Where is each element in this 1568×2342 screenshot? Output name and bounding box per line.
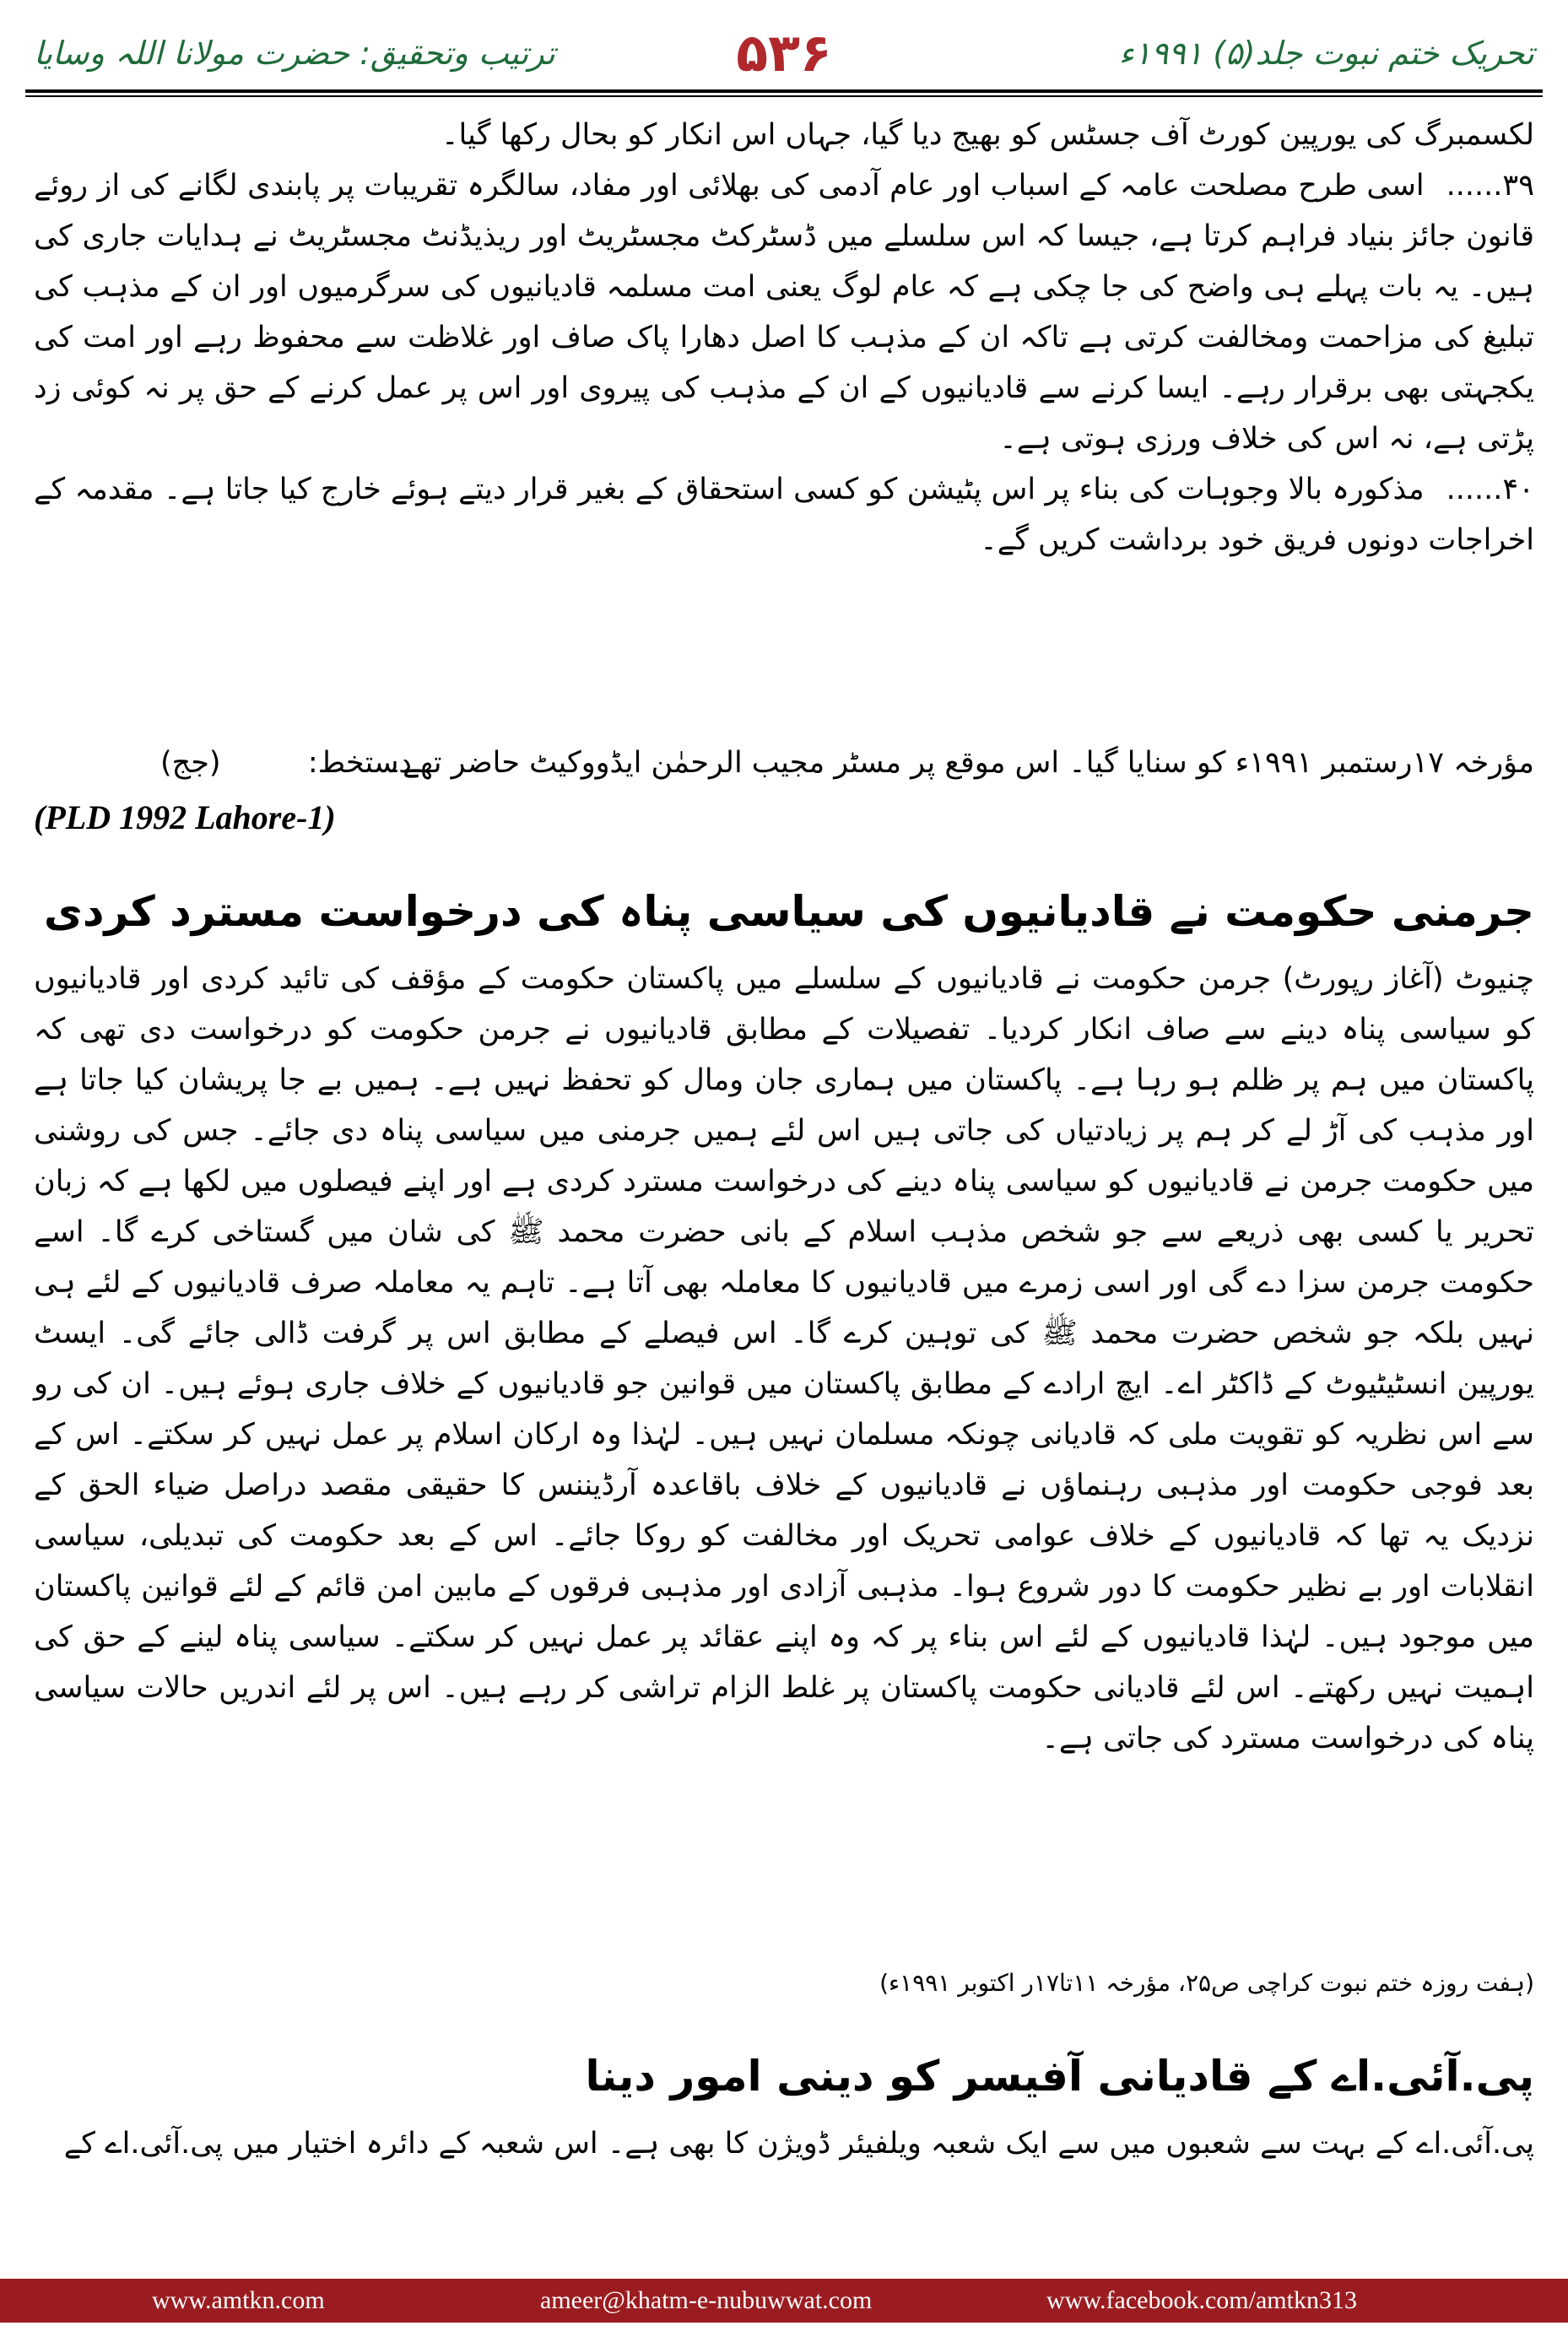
- signature-row: [34, 739, 1534, 787]
- article-1-heading: جرمنی حکومت نے قادیانیوں کی سیاسی پناہ کی درخواست مسترد کردی: [44, 887, 1534, 936]
- footer-email-link[interactable]: ameer@khatm-e-nubuwwat.com: [540, 2286, 873, 2314]
- judgment-text: [34, 110, 1534, 565]
- paragraph-40-text: مذکورہ بالا وجوہات کی بناء پر اس پٹیشن کو کسی استحقاق کے بغیر قرار دیتے ہوئے خارج کیا جاتا ہے۔ مقدمہ کے اخراجات دونوں فریق خود برداشت کریں گے۔: [34, 473, 1534, 557]
- judgment-lead-paragraph: لکسمبرگ کی یورپین کورٹ آف جسٹس کو بھیج دیا گیا، جہاں اس انکار کو بحال رکھا گیا۔: [441, 118, 1534, 152]
- footer-website-link[interactable]: www.amtkn.com: [152, 2286, 325, 2314]
- header-compiler: ترتیب وتحقیق: حضرت مولانا اللہ وسایا: [34, 35, 555, 72]
- article-1-body: [34, 954, 1534, 1764]
- footer-bar: [0, 2279, 1568, 2323]
- header-rule-thin: [25, 95, 1543, 97]
- paragraph-40-number: ۴۰......: [1446, 473, 1534, 506]
- article-2-body: [34, 2118, 1534, 2169]
- header-rule-thick: [25, 89, 1543, 93]
- footer-facebook-link[interactable]: www.facebook.com/amtkn313: [1046, 2286, 1357, 2314]
- article-2-heading: پی.آئی.اے کے قادیانی آفیسر کو دینی امور دینا: [585, 2052, 1534, 2101]
- header-book-title: تحریک ختم نبوت جلد(۵) ۱۹۹۱ء: [1118, 35, 1534, 72]
- pronounced-date-line: مؤرخہ ۱۷رستمبر ۱۹۹۱ء کو سنایا گیا۔ اس موقع پر مسٹر مجیب الرحمٰن ایڈووکیٹ حاضر تھے۔: [385, 746, 1534, 780]
- signed-judge: (جج): [160, 746, 221, 780]
- paragraph-39: [34, 160, 1534, 464]
- paragraph-40: [34, 464, 1534, 565]
- paragraph-39-number: ۳۹......: [1446, 169, 1534, 203]
- paragraph-39-text: اسی طرح مصلحت عامہ کے اسباب اور عام آدمی کی بھلائی اور مفاد، سالگرہ تقریبات پر پابندی لگانے کی از روئے قانون جائز بنیاد فراہم کرتا ہے، جیسا کہ اس سلسلے میں ڈسٹرکٹ مجسٹریٹ اور ریذیڈنٹ مجسٹریٹ نے ہدایات جاری کی ہیں۔ یہ بات پہلے ہی واضح کی جا چکی ہے کہ عام لوگ یعنی امت مسلمہ قادیانیوں کی سرگرمیوں اور ان کے مذہب کی تبلیغ کی مزاحمت ومخالفت کرتی ہے تاکہ ان کے مذہب کا اصل دھارا پاک صاف اور غلاظت سے محفوظ رہے اور امت کی یکجہتی بھی برقرار رہے۔ ایسا کرنے سے قادیانیوں کے ان کے مذہب کی پیروی اور اس پر عمل کرنے کے حق پر نہ کوئی زد پڑتی ہے، نہ اس کی خلاف ورزی ہوتی ہے۔: [34, 169, 1534, 456]
- article-1-paragraph: چنیوٹ (آغاز رپورٹ) جرمن حکومت نے قادیانیوں کے سلسلے میں پاکستان حکومت کے مؤقف کی تائید کردی اور قادیانیوں کو سیاسی پناہ دینے سے صاف انکار کردیا۔ تفصیلات کے مطابق قادیانیوں نے جرمن حکومت کو درخواست دی تھی کہ پاکستان میں ہم پر ظلم ہو رہا ہے۔ پاکستان میں ہماری جان ومال کو تحفظ نہیں ہے۔ ہمیں بے جا پریشان کیا جاتا ہے اور مذہب کی آڑ لے کر ہم پر زیادتیاں کی جاتی ہیں اس لئے ہمیں جرمنی میں سیاسی پناہ دی جائے۔ جس کی روشنی میں حکومت جرمن نے قادیانیوں کو سیاسی پناہ دینے کی درخواست مسترد کردی ہے اور اپنے فیصلوں میں لکھا ہے کہ زبان تحریر یا کسی بھی ذریعے سے جو شخص مذہب اسلام کے بانی حضرت محمد ﷺ کی شان میں گستاخی کرے گا۔ اسے حکومت جرمن سزا دے گی اور اسی زمرے میں قادیانیوں کا معاملہ بھی آتا ہے۔ تاہم یہ معاملہ صرف قادیانیوں کے لئے ہی نہیں بلکہ جو شخص حضرت محمد ﷺ کی توہین کرے گا۔ اس فیصلے کے مطابق اس پر گرفت ڈالی جائے گی۔ ایسٹ یورپین انسٹیٹیوٹ کے ڈاکٹر اے۔ ایچ ارادے کے مطابق پاکستان میں قوانین جو قادیانیوں کے خلاف جاری ہوئے ہیں۔ ان کی رو سے اس نظریہ کو تقویت ملی کہ قادیانی چونکہ مسلمان نہیں ہیں۔ لہٰذا وہ ارکان اسلام پر عمل نہیں کر سکتے۔ اس کے بعد فوجی حکومت اور مذہبی رہنماؤں نے قادیانیوں کے خلاف باقاعدہ آرڈیننس کا حقیقی مقصد دراصل ضیاء الحق کے نزدیک یہ تھا کہ قادیانیوں کے خلاف عوامی تحریک اور مخالفت کو روکا جائے۔ اس کے بعد حکومت کی تبدیلی، سیاسی انقلابات اور بے نظیر حکومت کا دور شروع ہوا۔ مذہبی آزادی اور مذہبی فرقوں کے مابین امن قائم کے لئے قوانین پاکستان میں موجود ہیں۔ لہٰذا قادیانیوں کے لئے اس بناء پر کہ وہ اپنے عقائد پر عمل نہیں کر سکتے۔ سیاسی پناہ لینے کے حق کی اہمیت نہیں رکھتے۔ اس لئے قادیانی حکومت پاکستان پر غلط الزام تراشی کر رہے ہیں۔ اس پر لئے اندریں حالات سیاسی پناہ کی درخواست مسترد کی جاتی ہے۔: [34, 962, 1534, 1755]
- article-2-paragraph: پی.آئی.اے کے بہت سے شعبوں میں سے ایک شعبہ ویلفیئر ڈویژن کا بھی ہے۔ اس شعبہ کے دائرہ اختیار میں پی.آئی.اے کے: [63, 2127, 1534, 2161]
- signed-label: دستخط:: [307, 746, 412, 780]
- header-page-number: ۵۳۶: [736, 22, 832, 84]
- article-1-source: (ہفت روزہ ختم نبوت کراچی ص۲۵، مؤرخہ ۱۱تا۱۷ر اکتوبر ۱۹۹۱ء): [879, 1969, 1534, 1997]
- case-citation: (PLD 1992 Lahore-1): [34, 798, 336, 836]
